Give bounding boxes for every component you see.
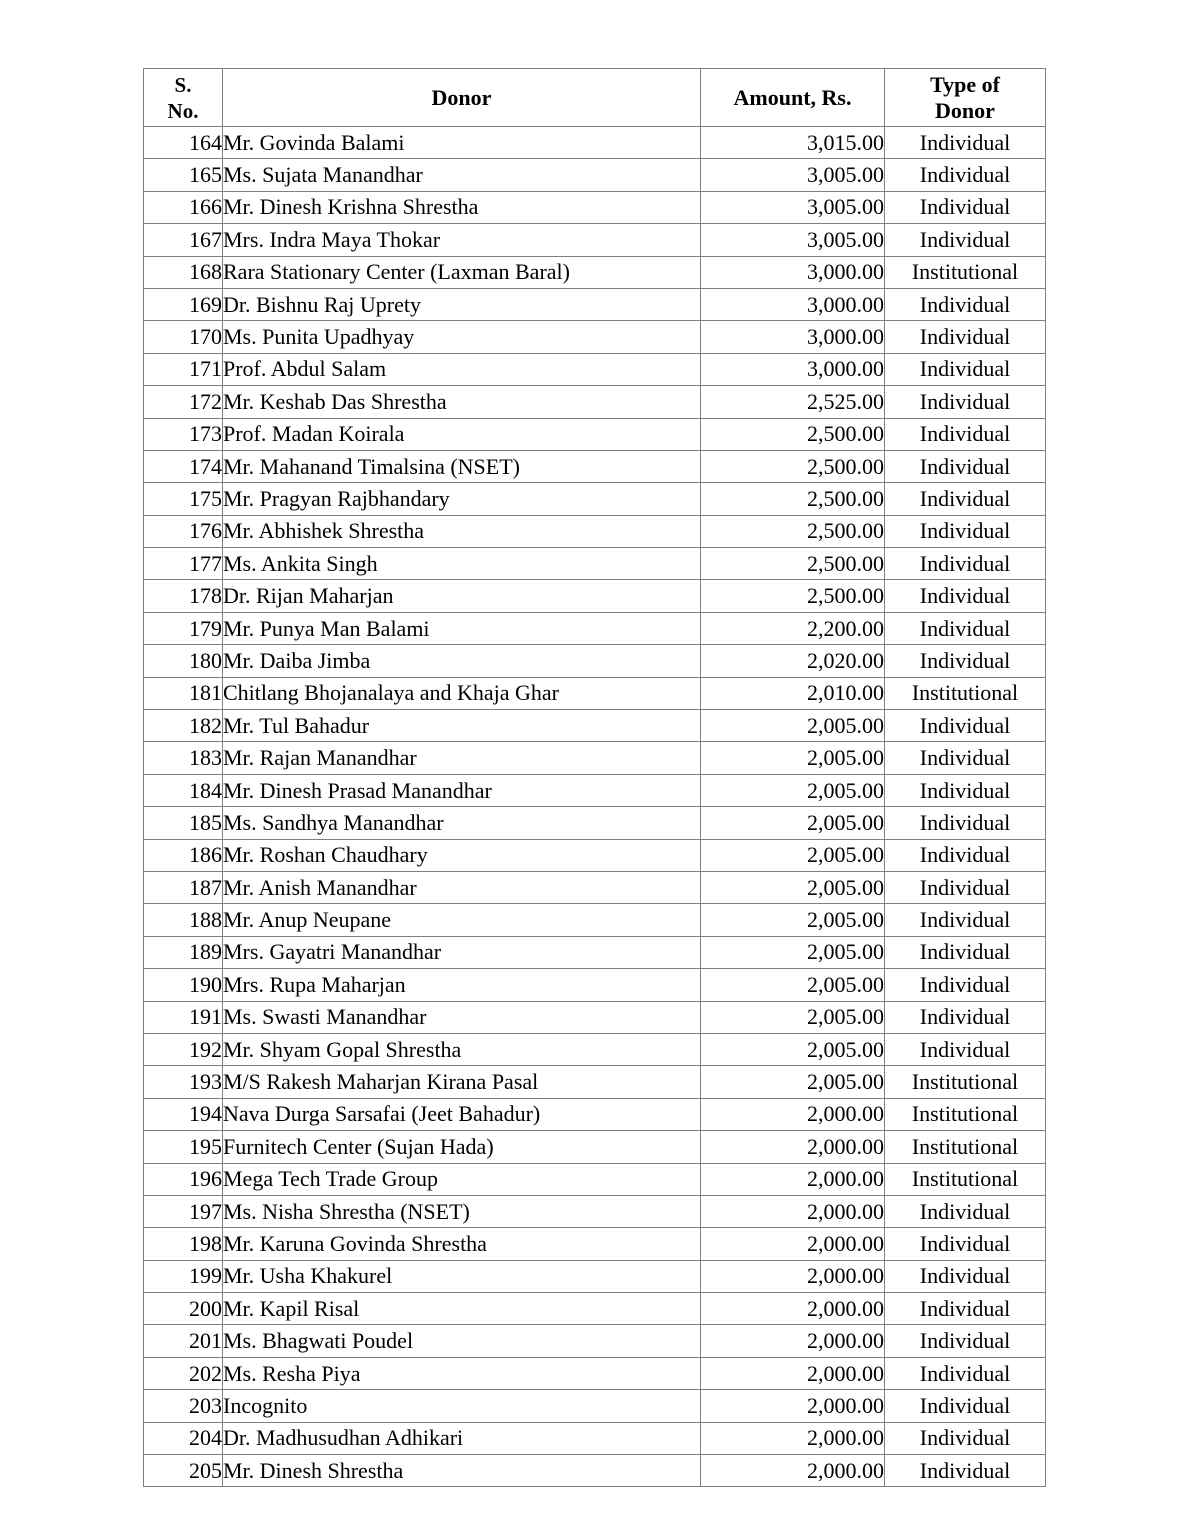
cell-donor-type: Individual: [885, 1390, 1046, 1422]
cell-donor-type: Individual: [885, 1293, 1046, 1325]
cell-donor-name: Chitlang Bhojanalaya and Khaja Ghar: [223, 677, 701, 709]
cell-donor-name: Mr. Dinesh Prasad Manandhar: [223, 774, 701, 806]
cell-serial-number: 179: [144, 612, 223, 644]
table-row: [144, 871, 1046, 903]
cell-serial-number: 195: [144, 1131, 223, 1163]
cell-amount: 2,000.00: [701, 1455, 885, 1487]
table-row: [144, 936, 1046, 968]
cell-amount: 2,005.00: [701, 1033, 885, 1065]
table-row: [144, 1066, 1046, 1098]
table-row: [144, 159, 1046, 191]
cell-amount: 2,005.00: [701, 1066, 885, 1098]
cell-donor-type: Institutional: [885, 1066, 1046, 1098]
column-header-serial-number-line2: No.: [167, 98, 199, 123]
cell-donor-type: Individual: [885, 353, 1046, 385]
cell-amount: 2,005.00: [701, 969, 885, 1001]
cell-donor-name: Rara Stationary Center (Laxman Baral): [223, 256, 701, 288]
cell-serial-number: 204: [144, 1422, 223, 1454]
column-header-serial-number-line1: S.: [174, 72, 192, 97]
cell-amount: 2,000.00: [701, 1098, 885, 1130]
cell-donor-type: Individual: [885, 321, 1046, 353]
cell-serial-number: 201: [144, 1325, 223, 1357]
cell-donor-name: Mr. Keshab Das Shrestha: [223, 386, 701, 418]
cell-serial-number: 197: [144, 1195, 223, 1227]
cell-donor-name: Ms. Nisha Shrestha (NSET): [223, 1195, 701, 1227]
cell-serial-number: 176: [144, 515, 223, 547]
cell-donor-name: Mr. Karuna Govinda Shrestha: [223, 1228, 701, 1260]
table-row: [144, 969, 1046, 1001]
cell-donor-type: Individual: [885, 1357, 1046, 1389]
cell-amount: 3,005.00: [701, 224, 885, 256]
cell-donor-name: Ms. Swasti Manandhar: [223, 1001, 701, 1033]
cell-donor-name: Mr. Anish Manandhar: [223, 871, 701, 903]
cell-donor-name: M/S Rakesh Maharjan Kirana Pasal: [223, 1066, 701, 1098]
table-row: [144, 256, 1046, 288]
cell-donor-type: Individual: [885, 936, 1046, 968]
cell-amount: 2,000.00: [701, 1163, 885, 1195]
donor-table: [143, 68, 1046, 1487]
cell-donor-name: Incognito: [223, 1390, 701, 1422]
cell-amount: 2,000.00: [701, 1422, 885, 1454]
cell-donor-name: Ms. Bhagwati Poudel: [223, 1325, 701, 1357]
cell-donor-type: Individual: [885, 645, 1046, 677]
cell-donor-name: Mr. Govinda Balami: [223, 127, 701, 159]
cell-donor-type: Individual: [885, 1033, 1046, 1065]
cell-donor-type: Individual: [885, 612, 1046, 644]
cell-amount: 2,500.00: [701, 548, 885, 580]
table-row: [144, 710, 1046, 742]
table-row: [144, 807, 1046, 839]
cell-serial-number: 174: [144, 450, 223, 482]
table-row: [144, 483, 1046, 515]
table-row: [144, 224, 1046, 256]
cell-donor-type: Individual: [885, 871, 1046, 903]
cell-donor-type: Institutional: [885, 1131, 1046, 1163]
cell-donor-type: Individual: [885, 548, 1046, 580]
table-row: [144, 1325, 1046, 1357]
cell-serial-number: 183: [144, 742, 223, 774]
cell-serial-number: 170: [144, 321, 223, 353]
cell-donor-name: Mr. Usha Khakurel: [223, 1260, 701, 1292]
cell-donor-type: Individual: [885, 969, 1046, 1001]
cell-amount: 2,000.00: [701, 1260, 885, 1292]
cell-serial-number: 198: [144, 1228, 223, 1260]
table-row: [144, 321, 1046, 353]
cell-donor-type: Individual: [885, 483, 1046, 515]
cell-serial-number: 165: [144, 159, 223, 191]
cell-donor-type: Institutional: [885, 1098, 1046, 1130]
column-header-amount: [701, 69, 885, 127]
cell-serial-number: 182: [144, 710, 223, 742]
cell-donor-name: Ms. Ankita Singh: [223, 548, 701, 580]
table-row: [144, 1390, 1046, 1422]
cell-serial-number: 168: [144, 256, 223, 288]
table-row: [144, 548, 1046, 580]
donor-table-container: [143, 68, 1045, 1487]
table-row: [144, 677, 1046, 709]
table-row: [144, 774, 1046, 806]
cell-serial-number: 167: [144, 224, 223, 256]
column-header-type-line2: Donor: [935, 97, 995, 123]
cell-donor-name: Mr. Dinesh Shrestha: [223, 1455, 701, 1487]
cell-donor-type: Institutional: [885, 256, 1046, 288]
cell-serial-number: 199: [144, 1260, 223, 1292]
cell-amount: 3,005.00: [701, 159, 885, 191]
header-row: [144, 69, 1046, 127]
table-row: [144, 742, 1046, 774]
cell-amount: 2,500.00: [701, 515, 885, 547]
table-row: [144, 1357, 1046, 1389]
cell-amount: 2,005.00: [701, 710, 885, 742]
cell-amount: 3,000.00: [701, 321, 885, 353]
cell-donor-name: Furnitech Center (Sujan Hada): [223, 1131, 701, 1163]
table-row: [144, 1228, 1046, 1260]
table-row: [144, 1098, 1046, 1130]
column-header-type-line1: Type of: [930, 71, 1000, 97]
cell-serial-number: 164: [144, 127, 223, 159]
cell-donor-type: Individual: [885, 1422, 1046, 1454]
cell-donor-name: Mr. Punya Man Balami: [223, 612, 701, 644]
cell-donor-name: Mr. Rajan Manandhar: [223, 742, 701, 774]
cell-donor-type: Individual: [885, 710, 1046, 742]
cell-donor-type: Individual: [885, 1325, 1046, 1357]
table-row: [144, 515, 1046, 547]
cell-amount: 2,005.00: [701, 774, 885, 806]
cell-amount: 3,000.00: [701, 256, 885, 288]
cell-donor-type: Individual: [885, 1001, 1046, 1033]
cell-donor-name: Mrs. Indra Maya Thokar: [223, 224, 701, 256]
cell-donor-type: Individual: [885, 1455, 1046, 1487]
table-row: [144, 1001, 1046, 1033]
cell-donor-type: Individual: [885, 418, 1046, 450]
cell-serial-number: 178: [144, 580, 223, 612]
cell-donor-name: Mr. Daiba Jimba: [223, 645, 701, 677]
cell-donor-name: Prof. Madan Koirala: [223, 418, 701, 450]
cell-donor-name: Mrs. Rupa Maharjan: [223, 969, 701, 1001]
cell-donor-type: Individual: [885, 1260, 1046, 1292]
cell-donor-type: Individual: [885, 386, 1046, 418]
cell-serial-number: 193: [144, 1066, 223, 1098]
cell-amount: 2,005.00: [701, 871, 885, 903]
cell-donor-type: Individual: [885, 191, 1046, 223]
table-row: [144, 1260, 1046, 1292]
column-header-serial-number: [144, 69, 223, 127]
cell-serial-number: 181: [144, 677, 223, 709]
cell-donor-name: Mr. Abhishek Shrestha: [223, 515, 701, 547]
cell-donor-name: Mega Tech Trade Group: [223, 1163, 701, 1195]
cell-serial-number: 180: [144, 645, 223, 677]
cell-donor-type: Individual: [885, 580, 1046, 612]
cell-amount: 2,000.00: [701, 1228, 885, 1260]
table-row: [144, 612, 1046, 644]
table-row: [144, 839, 1046, 871]
table-row: [144, 450, 1046, 482]
cell-serial-number: 200: [144, 1293, 223, 1325]
cell-amount: 2,005.00: [701, 936, 885, 968]
cell-serial-number: 166: [144, 191, 223, 223]
cell-amount: 2,005.00: [701, 904, 885, 936]
table-row: [144, 386, 1046, 418]
table-row: [144, 1033, 1046, 1065]
cell-donor-type: Individual: [885, 288, 1046, 320]
cell-serial-number: 188: [144, 904, 223, 936]
cell-amount: 3,000.00: [701, 353, 885, 385]
cell-amount: 3,015.00: [701, 127, 885, 159]
cell-donor-name: Mr. Tul Bahadur: [223, 710, 701, 742]
cell-serial-number: 172: [144, 386, 223, 418]
cell-amount: 2,005.00: [701, 742, 885, 774]
table-row: [144, 127, 1046, 159]
cell-amount: 2,020.00: [701, 645, 885, 677]
cell-serial-number: 173: [144, 418, 223, 450]
cell-amount: 2,500.00: [701, 483, 885, 515]
cell-serial-number: 194: [144, 1098, 223, 1130]
table-row: [144, 1195, 1046, 1227]
cell-donor-type: Individual: [885, 515, 1046, 547]
cell-amount: 2,500.00: [701, 450, 885, 482]
cell-serial-number: 177: [144, 548, 223, 580]
cell-serial-number: 184: [144, 774, 223, 806]
cell-serial-number: 187: [144, 871, 223, 903]
cell-serial-number: 205: [144, 1455, 223, 1487]
column-header-donor: [223, 69, 701, 127]
table-row: [144, 645, 1046, 677]
cell-donor-name: Mr. Anup Neupane: [223, 904, 701, 936]
cell-donor-name: Ms. Punita Upadhyay: [223, 321, 701, 353]
cell-amount: 3,005.00: [701, 191, 885, 223]
cell-donor-name: Ms. Resha Piya: [223, 1357, 701, 1389]
cell-amount: 2,005.00: [701, 1001, 885, 1033]
cell-donor-name: Mr. Mahanand Timalsina (NSET): [223, 450, 701, 482]
cell-donor-type: Institutional: [885, 1163, 1046, 1195]
cell-serial-number: 189: [144, 936, 223, 968]
cell-donor-type: Individual: [885, 839, 1046, 871]
column-header-type-of-donor: [885, 69, 1046, 127]
cell-amount: 2,500.00: [701, 418, 885, 450]
table-header: [144, 69, 1046, 127]
cell-donor-type: Individual: [885, 807, 1046, 839]
cell-donor-type: Individual: [885, 224, 1046, 256]
column-header-donor-label: Donor: [431, 84, 492, 110]
cell-amount: 2,000.00: [701, 1357, 885, 1389]
cell-donor-name: Mr. Roshan Chaudhary: [223, 839, 701, 871]
cell-amount: 2,000.00: [701, 1390, 885, 1422]
table-row: [144, 1293, 1046, 1325]
cell-donor-name: Dr. Bishnu Raj Uprety: [223, 288, 701, 320]
cell-donor-name: Ms. Sandhya Manandhar: [223, 807, 701, 839]
cell-serial-number: 169: [144, 288, 223, 320]
table-row: [144, 1455, 1046, 1487]
cell-serial-number: 192: [144, 1033, 223, 1065]
cell-donor-name: Mrs. Gayatri Manandhar: [223, 936, 701, 968]
cell-amount: 2,010.00: [701, 677, 885, 709]
cell-amount: 2,000.00: [701, 1293, 885, 1325]
cell-donor-type: Institutional: [885, 677, 1046, 709]
table-row: [144, 1131, 1046, 1163]
cell-donor-name: Nava Durga Sarsafai (Jeet Bahadur): [223, 1098, 701, 1130]
table-row: [144, 580, 1046, 612]
cell-donor-name: Dr. Madhusudhan Adhikari: [223, 1422, 701, 1454]
cell-donor-type: Individual: [885, 742, 1046, 774]
table-row: [144, 418, 1046, 450]
table-row: [144, 904, 1046, 936]
cell-serial-number: 190: [144, 969, 223, 1001]
table-row: [144, 353, 1046, 385]
table-row: [144, 288, 1046, 320]
cell-serial-number: 191: [144, 1001, 223, 1033]
cell-donor-name: Mr. Pragyan Rajbhandary: [223, 483, 701, 515]
cell-amount: 2,500.00: [701, 580, 885, 612]
table-body: [144, 127, 1046, 1487]
cell-donor-type: Individual: [885, 774, 1046, 806]
cell-donor-name: Mr. Kapil Risal: [223, 1293, 701, 1325]
cell-serial-number: 175: [144, 483, 223, 515]
cell-serial-number: 186: [144, 839, 223, 871]
column-header-amount-label: Amount, Rs.: [733, 84, 852, 110]
cell-donor-type: Individual: [885, 1228, 1046, 1260]
table-row: [144, 1163, 1046, 1195]
cell-serial-number: 185: [144, 807, 223, 839]
cell-donor-name: Prof. Abdul Salam: [223, 353, 701, 385]
table-row: [144, 191, 1046, 223]
cell-amount: 2,000.00: [701, 1195, 885, 1227]
cell-donor-type: Individual: [885, 904, 1046, 936]
cell-donor-name: Ms. Sujata Manandhar: [223, 159, 701, 191]
cell-amount: 2,000.00: [701, 1325, 885, 1357]
cell-amount: 2,005.00: [701, 807, 885, 839]
cell-donor-type: Individual: [885, 450, 1046, 482]
cell-serial-number: 202: [144, 1357, 223, 1389]
cell-donor-type: Individual: [885, 127, 1046, 159]
cell-amount: 3,000.00: [701, 288, 885, 320]
cell-serial-number: 171: [144, 353, 223, 385]
cell-amount: 2,525.00: [701, 386, 885, 418]
cell-serial-number: 196: [144, 1163, 223, 1195]
cell-donor-type: Individual: [885, 1195, 1046, 1227]
cell-donor-name: Dr. Rijan Maharjan: [223, 580, 701, 612]
cell-amount: 2,005.00: [701, 839, 885, 871]
table-row: [144, 1422, 1046, 1454]
cell-serial-number: 203: [144, 1390, 223, 1422]
cell-donor-name: Mr. Shyam Gopal Shrestha: [223, 1033, 701, 1065]
cell-amount: 2,000.00: [701, 1131, 885, 1163]
cell-donor-name: Mr. Dinesh Krishna Shrestha: [223, 191, 701, 223]
cell-donor-type: Individual: [885, 159, 1046, 191]
cell-amount: 2,200.00: [701, 612, 885, 644]
